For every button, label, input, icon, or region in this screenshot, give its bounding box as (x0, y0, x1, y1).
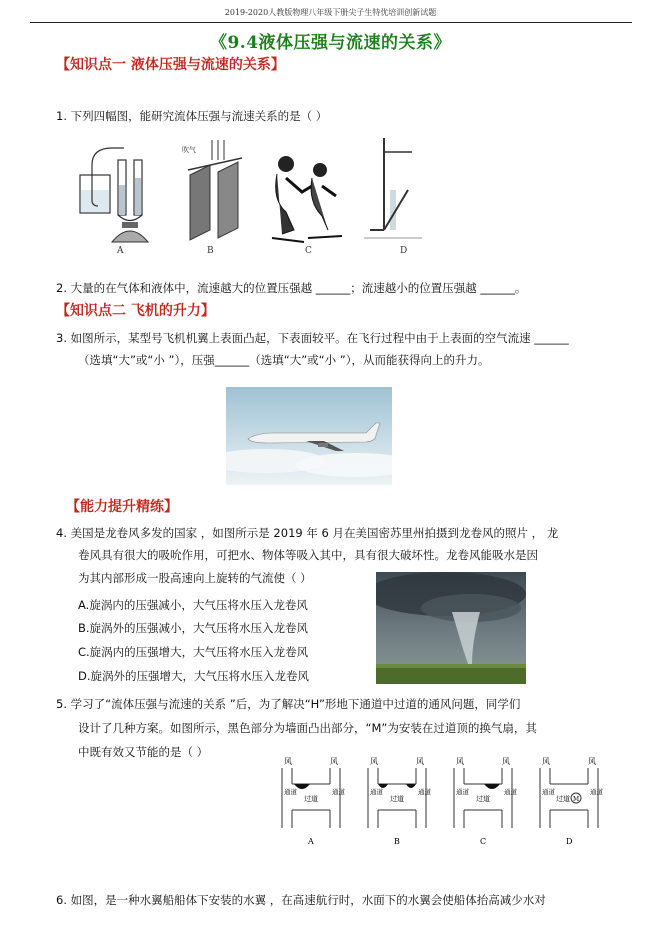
question-4-line-3: 为其内部形成一股高速向上旋转的气流使（ ） (78, 571, 312, 585)
figure-label-a: A (308, 837, 314, 846)
wind-label: 风 (456, 757, 464, 766)
question-3-line-2: （选填“大”或“小 ”），压强______（选填“大”或“小 ”），从而能获得向上的升力。 (78, 353, 490, 367)
figure-label-a: A (117, 246, 124, 256)
question-6-line-1: 6. 如图，是一种水翼船船体下安装的水翼 ，在高速航行时，水面下的水翼会使船体抬高减少水对 (56, 893, 546, 907)
figure-b-paper-sheets (182, 140, 242, 240)
tunnel-figure-a (282, 757, 346, 846)
tunnel-label: 通道 (542, 788, 555, 796)
wind-label: 风 (502, 757, 510, 766)
question-5-line-1: 5. 学习了“流体压强与流速的关系 ”后，为了解决“H”形地下通道中过道的通风问题，同学们 (56, 697, 521, 711)
section-heading-2: 【知识点二 飞机的升力】 (56, 303, 215, 319)
question-5-line-3: 中既有效又节能的是（ ） (78, 745, 209, 759)
passage-label: 过道 (304, 795, 318, 803)
wind-label: 风 (588, 757, 596, 766)
figure-label-d: D (566, 837, 573, 846)
passage-label: 过道 (390, 795, 404, 803)
figure-label-d: D (400, 246, 408, 256)
tunnel-label: 通道 (418, 788, 431, 796)
figure-label-b: B (394, 837, 400, 846)
figure-c-skiers (272, 156, 342, 242)
tunnel-label: 通道 (284, 788, 297, 796)
figure-d-tube (364, 138, 422, 238)
section-heading-1: 【知识点一 液体压强与流速的关系】 (56, 57, 285, 73)
wind-label: 风 (416, 757, 424, 766)
question-5-figures (270, 754, 610, 849)
question-4-option-c: C.旋涡内的压强增大，大气压将水压入龙卷风 (78, 645, 309, 659)
question-4-option-d: D.旋涡外的压强增大，大气压将水压入龙卷风 (78, 669, 310, 683)
figure-label-b: B (207, 246, 214, 256)
figure-label-c: C (480, 837, 487, 846)
blow-label: 吹气 (182, 146, 196, 154)
question-3-line-1: 3. 如图所示，某型号飞机机翼上表面凸起，下表面较平。在飞行过程中由于上表面的空气流速 ______ (56, 331, 569, 345)
wind-label: 风 (370, 757, 378, 766)
tunnel-figure-b (368, 757, 432, 846)
tunnel-figure-c (454, 757, 518, 846)
question-5-line-2: 设计了几种方案。如图所示，黑色部分为墙面凸出部分，“M”为安装在过道顶的换气扇，其 (78, 721, 537, 735)
tornado-photo (376, 572, 526, 684)
passage-label: 过道 (556, 795, 570, 803)
airplane-photo (226, 387, 392, 485)
header-divider (30, 22, 632, 23)
question-1-figures (72, 130, 432, 260)
page-title: 《9.4液体压强与流速的关系》 (209, 33, 452, 53)
question-1-text: 1. 下列四幅图，能研究流体压强与流速关系的是（ ） (56, 109, 328, 123)
fan-label: M (573, 796, 580, 803)
figure-a-u-tube (80, 148, 148, 242)
question-4-line-2: 卷风具有很大的吸吮作用，可把水、物体等吸入其中，具有很大破坏性。龙卷风能吸水是因 (78, 548, 538, 562)
tunnel-label: 通道 (332, 788, 345, 796)
figure-label-c: C (305, 246, 312, 256)
question-4-option-b: B.旋涡外的压强减小，大气压将水压入龙卷风 (78, 621, 309, 635)
page-header: 2019-2020人教版物理八年级下册尖子生特优培训创新试题 (224, 8, 437, 17)
question-4-option-a: A.旋涡内的压强减小，大气压将水压入龙卷风 (78, 598, 308, 612)
tunnel-figure-d (540, 757, 604, 846)
tunnel-label: 通道 (370, 788, 383, 796)
question-2-text: 2. 大量的在气体和液体中，流速越大的位置压强越 ______；流速越小的位置压强越 ______。 (56, 281, 527, 295)
section-heading-3: 【能力提升精练】 (66, 499, 178, 515)
wind-label: 风 (330, 757, 338, 766)
tunnel-label: 通道 (590, 788, 603, 796)
tunnel-label: 通道 (456, 788, 469, 796)
passage-label: 过道 (476, 795, 490, 803)
wind-label: 风 (542, 757, 550, 766)
wind-label: 风 (284, 757, 292, 766)
tunnel-label: 通道 (504, 788, 517, 796)
question-4-line-1: 4. 美国是龙卷风多发的国家 ，如图所示是 2019 年 6 月在美国密苏里州拍摄到龙卷风的照片 ， 龙 (56, 526, 559, 540)
